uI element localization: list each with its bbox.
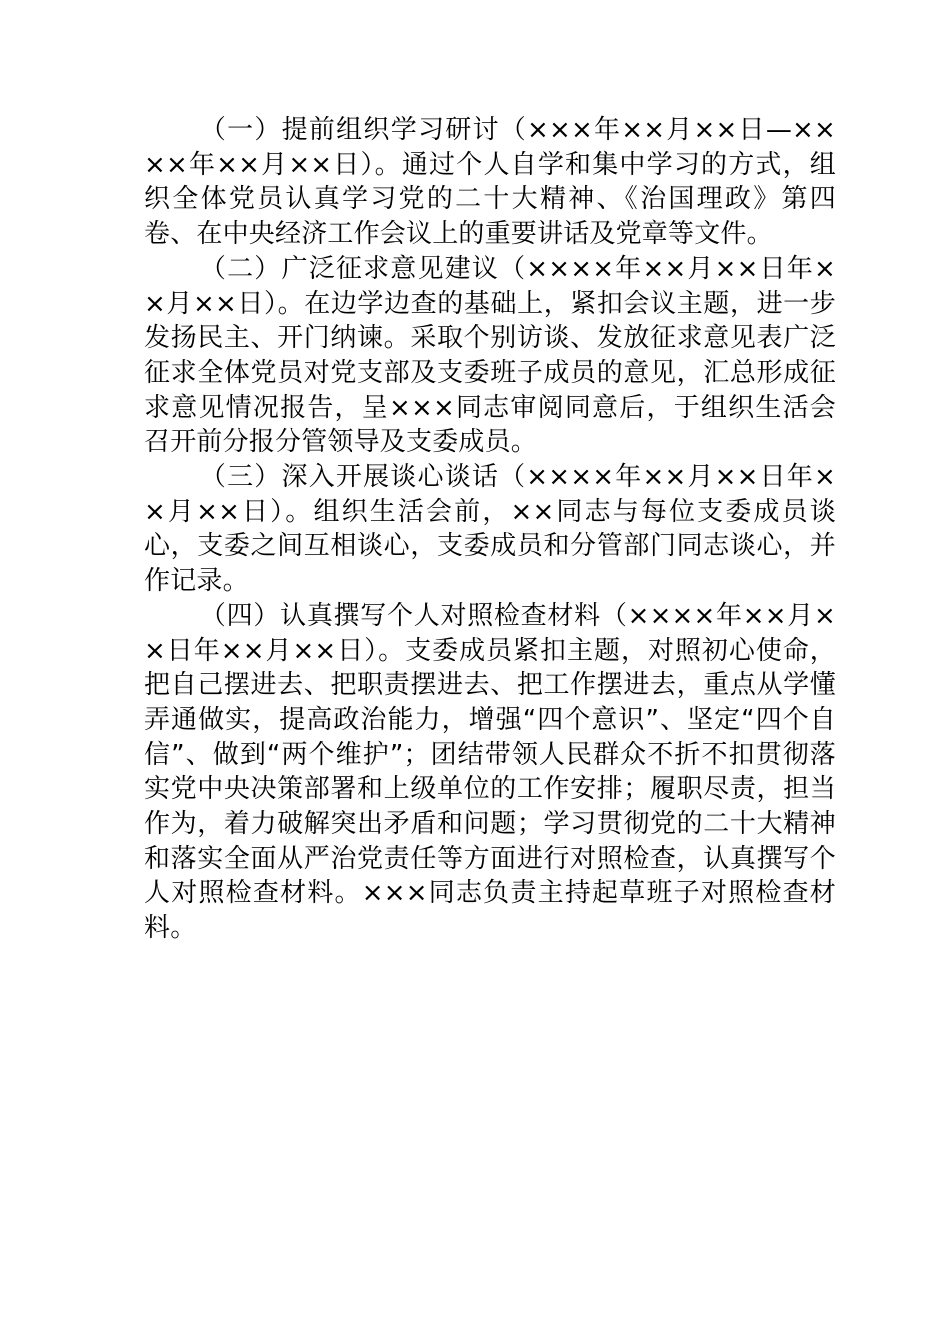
document-body [144,113,836,946]
paragraph-study-seminar: （一）提前组织学习研讨（×××年××月××日—××××年××月××日）。通过个人自学和集中学习的方式，组织全体党员认真学习党的二十大精神、《治国理政》第四卷、在中央经济工作会议上的重要讲话及党章等文件。 [144,115,836,250]
paragraph-heart-to-heart-talks: （三）深入开展谈心谈话（××××年××月××日年××月××日）。组织生活会前，××同志与每位支委成员谈心，支委之间互相谈心，支委成员和分管部门同志谈心，并作记录。 [144,462,836,597]
paragraph-solicit-opinions: （二）广泛征求意见建议（××××年××月××日年××月××日）。在边学边查的基础上，紧扣会议主题，进一步发扬民主、开门纳谏。采取个别访谈、发放征求意见表广泛征求全体党员对党支部及支委班子成员的意见，汇总形成征求意见情况报告，呈×××同志审阅同意后，于组织生活会召开前分报分管领导及支委成员。 [144,253,836,458]
paragraph-self-examination-materials: （四）认真撰写个人对照检查材料（××××年××月××日年××月××日）。支委成员紧扣主题，对照初心使命，把自己摆进去、把职责摆进去、把工作摆进去，重点从学懂弄通做实，提高政治能力，增强“四个意识”、坚定“四个自信”、做到“两个维护”；团结带领人民群众不折不扣贯彻落实党中央决策部署和上级单位的工作安排；履职尽责，担当作为，着力破解突出矛盾和问题；学习贯彻党的二十大精神和落实全面从严治党责任等方面进行对照检查，认真撰写个人对照检查材料。×××同志负责主持起草班子对照检查材料。 [144,600,836,944]
